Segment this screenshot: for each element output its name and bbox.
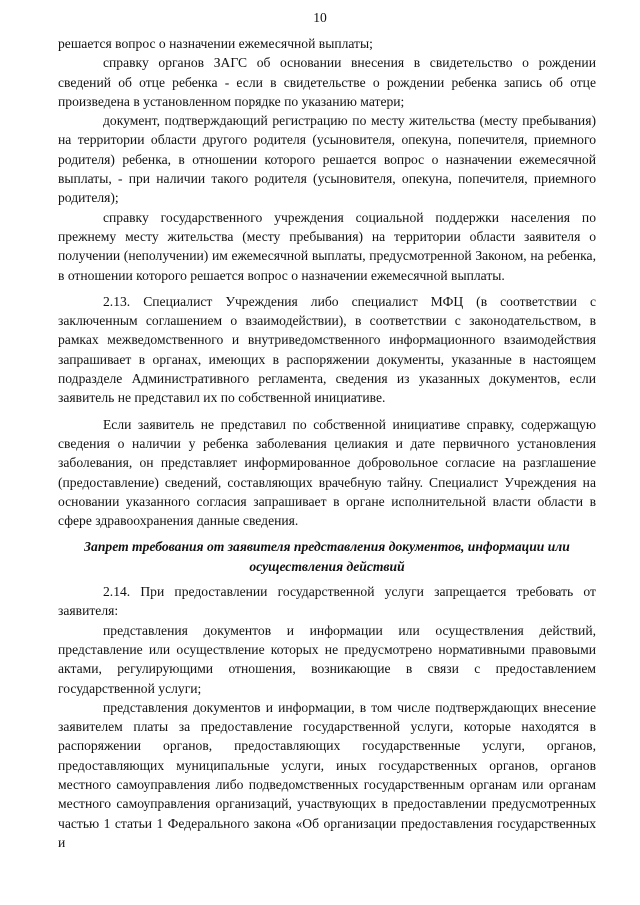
paragraph-2-14: 2.14. При предоставлении государственной услуги запрещается требовать от заявителя:: [58, 584, 596, 619]
paragraph-2-13: 2.13. Специалист Учреждения либо специалист МФЦ (в соответствии с заключенным соглашением о взаимодействии), в соответствии с законодательством, в рамках межведомственного и внутриведомственного информационного взаимодействия запрашивает в органах, имеющих в распоряжении документы, указанные в настоящем подразделе Административного регламента, сведения из указанных документов, если заявитель не представил их по собственной инициативе.: [58, 293, 596, 406]
paragraph-registration-document: документ, подтверждающий регистрацию по месту жительства (месту пребывания) на территории области другого родителя (усыновителя, опекуна, попечителя, приемного родителя) ребенка, в отношении которого решается вопрос о назначении ежемесячной выплаты, - при наличии такого родителя (усыновителя, опекуна, попечителя, приемного родителя);: [58, 113, 596, 206]
paragraph-social-support-certificate: справку государственного учреждения социальной поддержки населения по прежнему месту жительства (месту пребывания) на территории области заявителя о получении (неполучении) им ежемесячной выплаты, предусмотренной Законом, на ребенка, в отношении которого решается вопрос о назначении ежемесячной выплаты.: [58, 209, 596, 283]
page-number: 10: [313, 10, 327, 25]
paragraph-consent: Если заявитель не представил по собственной инициативе справку, содержащую сведения о наличии у ребенка заболевания целиакия и дате первичного установления заболевания, он представляет информированное добровольное согласие на разглашение (предоставление) сведений, составляющих врачебную тайну. Специалист Учреждения на основании указанного согласия запрашивает в органе исполнительной власти области в сфере здравоохранения данные сведения.: [58, 416, 596, 529]
paragraph-zags-certificate: справку органов ЗАГС об основании внесения в свидетельство о рождении сведений об отце ребенка - если в свидетельстве о рождении ребенка запись об отце произведена в установленном порядке по указанию матери;: [58, 55, 596, 109]
section-heading: Запрет требования от заявителя представления документов, информации или осуществления действий: [84, 539, 570, 574]
paragraph-continuation: решается вопрос о назначении ежемесячной выплаты;: [58, 36, 373, 51]
paragraph-item-2: представления документов и информации, в том числе подтверждающих внесение заявителем платы за предоставление государственной услуги, которые находятся в распоряжении органов, предоставляющих государственные услуги, органов, предоставляющих муниципальные услуги, иных государственных органов, органов местного самоуправления либо подведомственных государственным органам или органам местного самоуправления организаций, участвующих в предоставлении предусмотренных частью 1 статьи 1 Федерального закона «Об организации предоставления государственных и: [58, 699, 596, 850]
paragraph-item-1: представления документов и информации или осуществления действий, представление или осуществление которых не предусмотрено нормативными правовыми актами, регулирующими отношения, возникающие в связи с предоставлением государственной услуги;: [58, 622, 596, 696]
